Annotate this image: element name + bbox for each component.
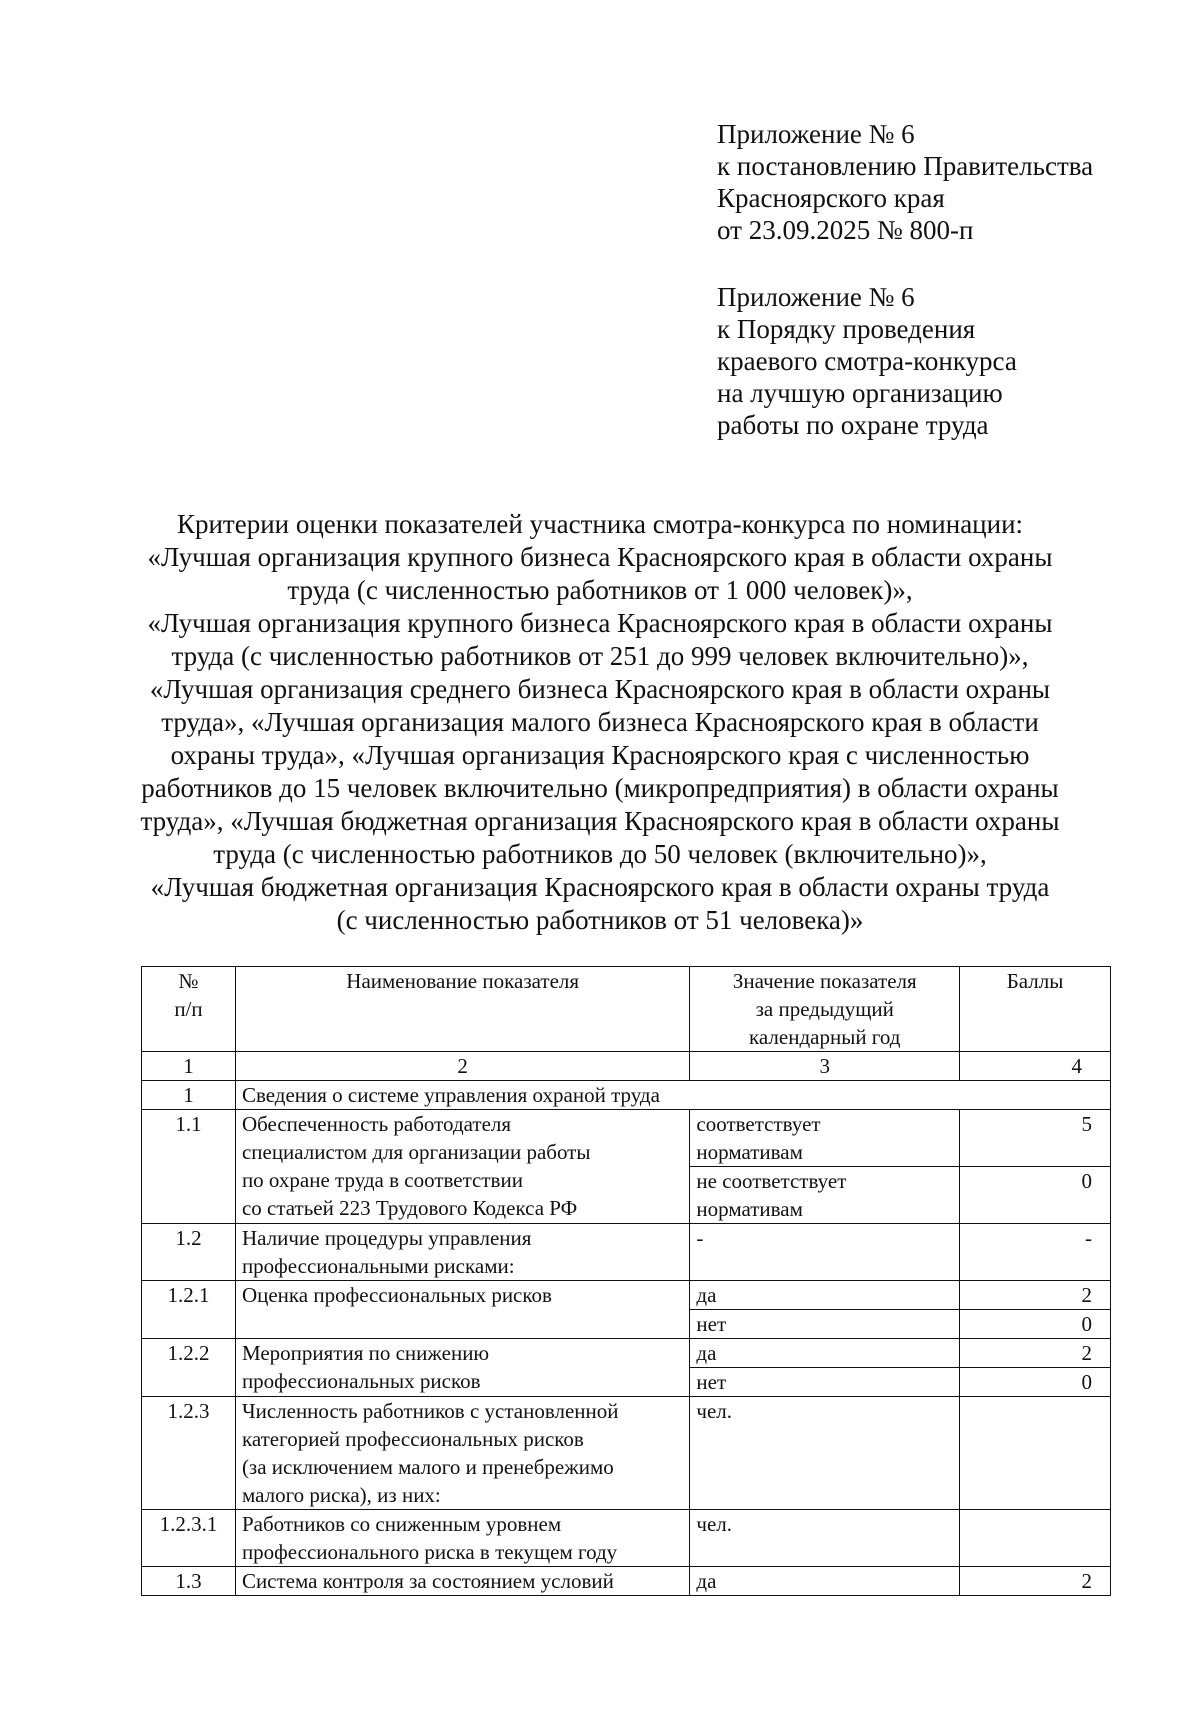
row-points: 0 — [960, 1368, 1111, 1397]
annex-order-line: Приложение № 6 — [717, 282, 915, 312]
row-value: не соответствует нормативам — [690, 1167, 960, 1224]
title-line: «Лучшая организация крупного бизнеса Красноярского края в области охраны — [147, 542, 1053, 572]
row-name: Оценка профессиональных рисков — [235, 1281, 689, 1339]
row-points: 5 — [960, 1110, 1111, 1167]
header-points: Баллы — [960, 967, 1111, 1052]
row-points: - — [960, 1224, 1111, 1281]
section-title: Сведения о системе управления охраной труда — [235, 1081, 1110, 1110]
column-number-row — [142, 1052, 1111, 1081]
row-value: соответствует нормативам — [690, 1110, 960, 1167]
table-row — [142, 1110, 1111, 1167]
row-points: 2 — [960, 1339, 1111, 1368]
col-number: 4 — [960, 1052, 1111, 1081]
row-points — [960, 1397, 1111, 1510]
criteria-table — [141, 966, 1111, 1596]
table-row — [142, 1339, 1111, 1368]
row-name: Мероприятия по снижению профессиональных рисков — [235, 1339, 689, 1397]
title-line: «Лучшая организация крупного бизнеса Красноярского края в области охраны — [147, 608, 1053, 638]
document-title — [60, 508, 1140, 937]
row-value: - — [690, 1224, 960, 1281]
row-points: 2 — [960, 1567, 1111, 1596]
header-name: Наименование показателя — [235, 967, 689, 1052]
row-name: Обеспеченность работодателя специалистом для организации работы по охране труда в соответствии со статьей 223 Трудового Кодекса РФ — [235, 1110, 689, 1224]
title-line: охраны труда», «Лучшая организация Красноярского края с численностью — [170, 740, 1030, 770]
annex-main-block — [717, 118, 1093, 246]
row-value: нет — [690, 1310, 960, 1339]
table-row — [142, 1281, 1111, 1310]
annex-order-block — [717, 281, 1017, 441]
annex-order-line: работы по охране труда — [717, 410, 989, 440]
row-value: нет — [690, 1368, 960, 1397]
row-name: Система контроля за состоянием условий — [235, 1567, 689, 1596]
row-name: Работников со сниженным уровнем профессионального риска в текущем году — [235, 1510, 689, 1567]
header-num: № п/п — [142, 967, 236, 1052]
row-num: 1.3 — [142, 1567, 236, 1596]
row-num: 1.2.1 — [142, 1281, 236, 1339]
title-line: труда (с численностью работников от 251 до 999 человек включительно)», — [171, 641, 1029, 671]
table-row — [142, 1567, 1111, 1596]
row-name: Наличие процедуры управления профессиональными рисками: — [235, 1224, 689, 1281]
title-line: Критерии оценки показателей участника смотра-конкурса по номинации: — [176, 509, 1024, 539]
row-value: чел. — [690, 1510, 960, 1567]
header-value: Значение показателя за предыдущий календарный год — [690, 967, 960, 1052]
row-value: чел. — [690, 1397, 960, 1510]
table-row — [142, 1081, 1111, 1110]
row-num: 1.2 — [142, 1224, 236, 1281]
col-number: 2 — [235, 1052, 689, 1081]
col-number: 3 — [690, 1052, 960, 1081]
row-points — [960, 1510, 1111, 1567]
title-line: «Лучшая организация среднего бизнеса Красноярского края в области охраны — [149, 674, 1051, 704]
annex-main-line: от 23.09.2025 № 800-п — [717, 215, 974, 245]
table-row — [142, 1224, 1111, 1281]
row-name: Численность работников с установленной категорией профессиональных рисков (за исключением малого и пренебрежимо малого риска), из них: — [235, 1397, 689, 1510]
annex-main-line: Приложение № 6 — [717, 119, 915, 149]
row-num: 1.2.2 — [142, 1339, 236, 1397]
row-points: 0 — [960, 1167, 1111, 1224]
row-value: да — [690, 1567, 960, 1596]
annex-order-line: к Порядку проведения — [717, 314, 976, 344]
title-line: труда», «Лучшая бюджетная организация Красноярского края в области охраны — [140, 806, 1060, 836]
title-line: труда (с численностью работников до 50 человек (включительно)», — [213, 839, 987, 869]
row-num: 1.2.3 — [142, 1397, 236, 1510]
col-number: 1 — [142, 1052, 236, 1081]
table-header-row — [142, 967, 1111, 1052]
annex-main-line: к постановлению Правительства — [717, 151, 1094, 181]
row-value: да — [690, 1339, 960, 1368]
row-points: 2 — [960, 1281, 1111, 1310]
title-line: работников до 15 человек включительно (микропредприятия) в области охраны — [141, 773, 1059, 803]
title-line: (с численностью работников от 51 человека)» — [336, 905, 864, 935]
annex-main-line: Красноярского края — [717, 183, 945, 213]
table-row — [142, 1397, 1111, 1510]
table-row — [142, 1510, 1111, 1567]
row-value: да — [690, 1281, 960, 1310]
annex-order-line: на лучшую организацию — [717, 378, 1003, 408]
row-num: 1.1 — [142, 1110, 236, 1224]
title-line: труда (с численностью работников от 1 000 человек)», — [287, 575, 913, 605]
title-line: труда», «Лучшая организация малого бизнеса Красноярского края в области — [161, 707, 1039, 737]
row-num: 1.2.3.1 — [142, 1510, 236, 1567]
row-num: 1 — [142, 1081, 236, 1110]
row-points: 0 — [960, 1310, 1111, 1339]
annex-order-line: краевого смотра-конкурса — [717, 346, 1017, 376]
title-line: «Лучшая бюджетная организация Красноярского края в области охраны труда — [150, 872, 1050, 902]
